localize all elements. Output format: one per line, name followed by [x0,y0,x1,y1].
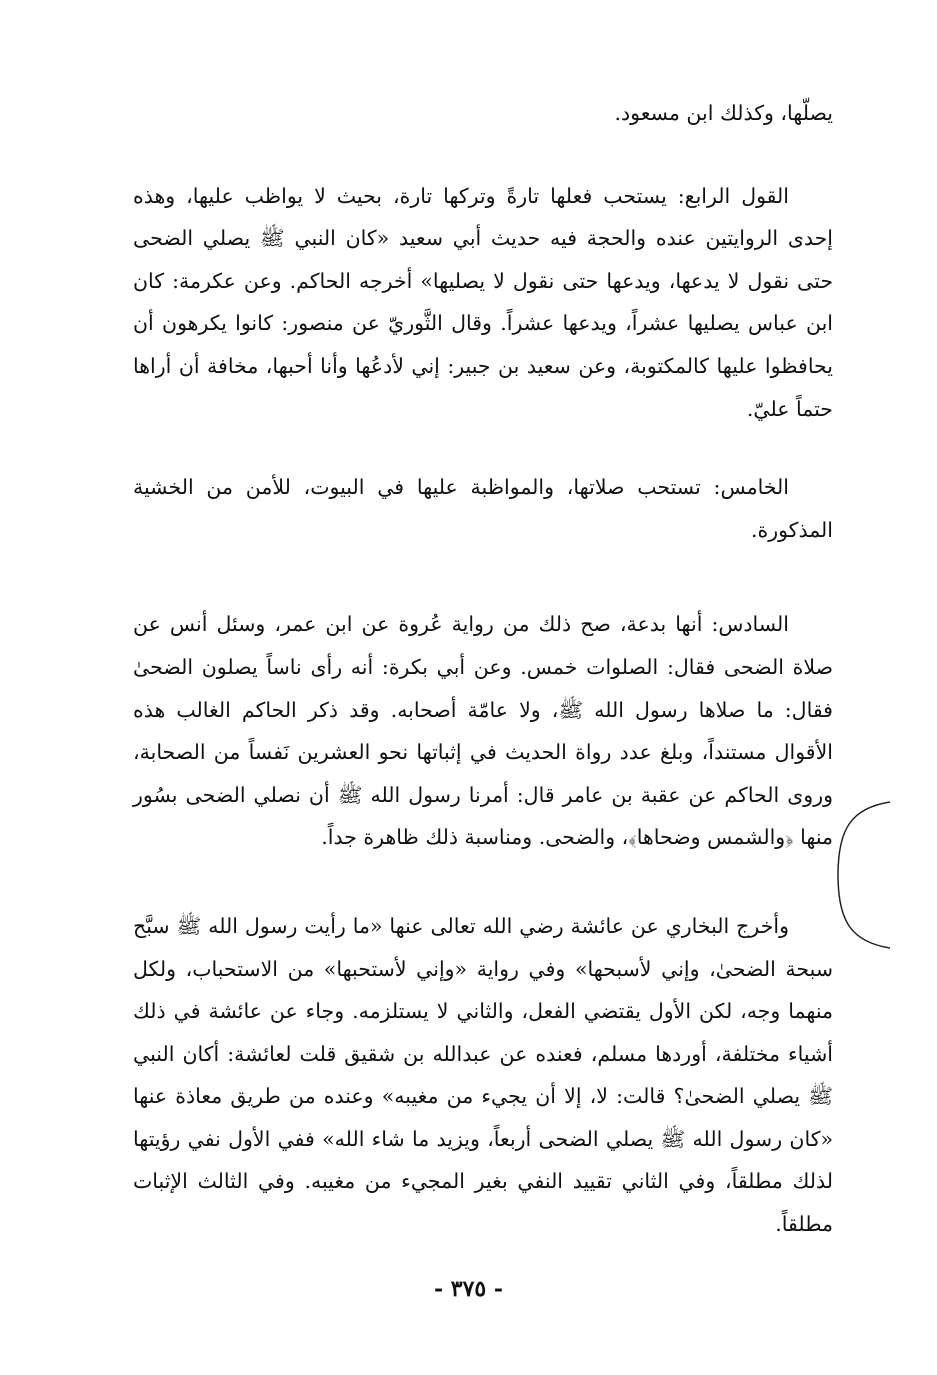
paragraph-spacer [133,430,833,466]
paragraph-1: يصلّها، وكذلك ابن مسعود. [614,101,833,125]
paragraph-5: وأخرج البخاري عن عائشة رضي الله تعالى عنها «ما رأيت رسول الله ﷺ سبَّح سبحة الضحىٰ، وإني لأسبحها» وفي رواية «وإني لأستحبها» من الاستحباب، ولكل منهما وجه، لكن الأول يقتضي الفعل، والثاني لا يستلزمه. وجاء عن عائشة في ذلك أشياء مختلفة، أوردها مسلم، فعنده عن عبدالله بن شقيق قلت لعائشة: أكان النبي ﷺ يصلي الضحىٰ؟ قالت: لا، إلا أن يجيء من مغيبه» وعنده من طريق معاذة عنها «كان رسول الله ﷺ يصلي الضحى أربعاً، ويزيد ما شاء الله» ففي الأول نفي رؤيتها لذلك مطلقاً، وفي الثاني تقييد النفي بغير المجيء من مغيبه. وفي الثالث الإثبات مطلقاً. [133,913,833,1237]
paragraph-spacer [133,859,833,905]
paragraph-spacer [133,135,833,175]
paragraph-2: القول الرابع: يستحب فعلها تارةً وتركها تارة، بحيث لا يواظب عليها، وهذه إحدى الروايتين عنده والحجة فيه حديث أبي سعيد «كان النبي ﷺ يصلي الضحى حتى نقول لا يدعها، ويدعها حتى نقول لا يصليها» أخرجه الحاكم. وعن عكرمة: كان ابن عباس يصليها عشراً، ويدعها عشراً. وقال الثَّوريّ عن منصور: كانوا يكرهون أن يحافظوا عليها كالمكتوبة، وعن سعيد بن جبير: إني لأدعُها وأنا أحبها، مخافة أن أراها حتماً عليّ. [133,183,833,421]
document-body [133,92,833,1246]
paragraph-3: الخامس: تستحب صلاتها، والمواظبة عليها في البيوت، للأمن من الخشية المذكورة. [133,475,833,542]
paragraph-4: السادس: أنها بدعة، صح ذلك من رواية عُروة عن ابن عمر، وسئل أنس عن صلاة الضحى فقال: الصلوات خمس. وعن أبي بكرة: أنه رأى ناساً يصلون الضحىٰ فقال: ما صلاها رسول الله ﷺ، ولا عامّة أصحابه. وقد ذكر الحاكم الغالب هذه الأقوال مستنداً، وبلغ عدد رواة الحديث في إثباتها نحو العشرين نَفساً من الصحابة، وروى الحاكم عن عقبة بن عامر قال: أمرنا رسول الله ﷺ أن نصلي الضحى بسُور منها ﴿والشمس وضحاها﴾، والضحى. ومناسبة ذلك ظاهرة جداً. [133,612,833,850]
paragraph-spacer [133,551,833,603]
margin-bracket-mark [832,800,892,950]
page-number: - ٣٧٥ - [433,1276,504,1302]
